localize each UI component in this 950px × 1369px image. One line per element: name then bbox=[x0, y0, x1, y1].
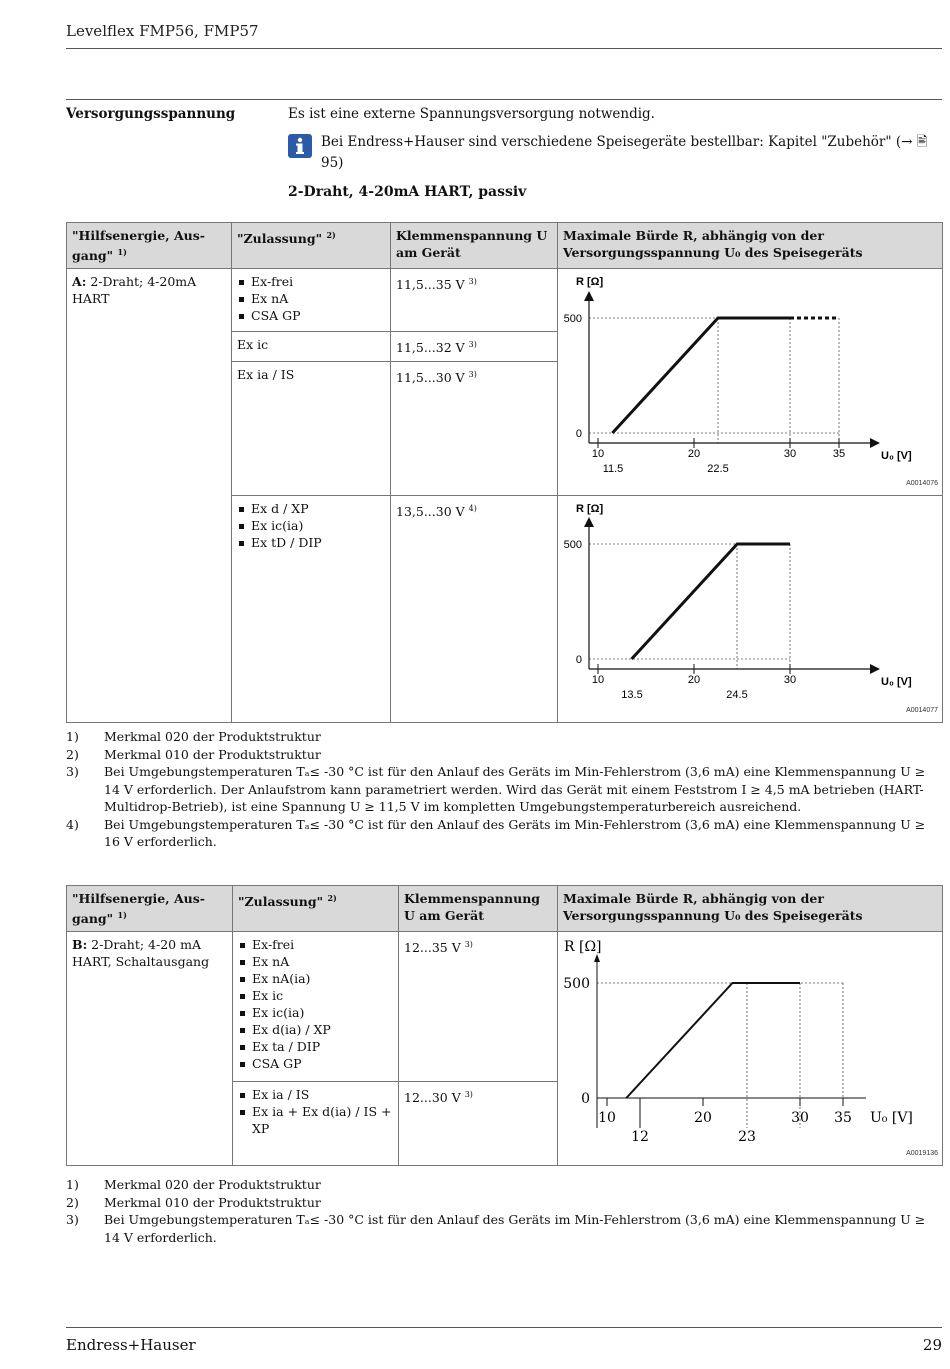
section-rule bbox=[66, 99, 942, 100]
document-title: Levelflex FMP56, FMP57 bbox=[66, 22, 259, 40]
approval-item: Ex-frei bbox=[237, 273, 385, 290]
voltage-cell: 12...30 V $^{3)}$ bbox=[399, 1082, 558, 1166]
x-tick-label: 11.5 bbox=[602, 463, 624, 476]
header-rule bbox=[66, 48, 942, 49]
section-text: Es ist eine externe Spannungsversorgung notwendig. bbox=[288, 106, 655, 122]
footnote: 3) Bei Umgebungstemperaturen Tₐ≤ -30 °C ist für den Anlauf des Geräts im Min-Fehlerstrom (3,6 mA) eine Klemmenspannung U ≥ 14 V erforderlich. bbox=[66, 1212, 926, 1245]
load-chart-3 bbox=[558, 932, 943, 1166]
header-terminal-voltage: Klemmenspannung U am Gerät bbox=[391, 223, 558, 269]
section-label: Versorgungsspannung bbox=[66, 106, 236, 122]
approval-item: Ex ic(ia) bbox=[238, 1004, 393, 1021]
approval-item: CSA GP bbox=[237, 307, 385, 324]
approval-item: Ex ia + Ex d(ia) / IS + XP bbox=[238, 1103, 393, 1137]
y-axis-label: R [Ω] bbox=[576, 503, 604, 516]
chart1-x-arrow bbox=[870, 438, 880, 448]
chart1-grid bbox=[589, 318, 839, 443]
y-axis-label: R [Ω] bbox=[564, 939, 602, 956]
approval-cell bbox=[233, 932, 399, 1082]
supply-table-b bbox=[66, 885, 943, 1166]
chart2-x-arrow bbox=[870, 664, 880, 674]
voltage-cell: 11,5...32 V $^{3)}$ bbox=[391, 332, 558, 362]
x-tick-label: 10 bbox=[598, 1110, 616, 1127]
y-tick-label: 500 bbox=[563, 976, 590, 993]
footnote: 2) Merkmal 010 der Produktstruktur bbox=[66, 1194, 321, 1210]
load-chart-2 bbox=[558, 496, 943, 723]
voltage-cell: 11,5...35 V $^{3)}$ bbox=[391, 269, 558, 332]
load-line-series-1 bbox=[626, 983, 800, 1098]
load-line-series-1 bbox=[612, 318, 790, 433]
approval-item: Ex nA bbox=[237, 290, 385, 307]
approval-item: Ex d(ia) / XP bbox=[238, 1021, 393, 1038]
footnotes-b bbox=[66, 1176, 942, 1246]
approval-item: Ex ic bbox=[238, 987, 393, 1004]
x-tick-label: 10 bbox=[591, 448, 605, 461]
footnote: 1) Merkmal 020 der Produktstruktur bbox=[66, 729, 321, 744]
chart1-y-arrow bbox=[584, 291, 594, 301]
y-tick-label: 0 bbox=[581, 1091, 590, 1108]
chart2-y-arrow bbox=[584, 517, 594, 527]
y-tick-label: 0 bbox=[575, 428, 582, 441]
x-tick-label: 20 bbox=[694, 1110, 712, 1127]
footnote: 2) Merkmal 010 der Produktstruktur bbox=[66, 746, 321, 762]
x-axis-label: U₀ [V] bbox=[881, 450, 912, 463]
x-tick-label: 10 bbox=[591, 674, 605, 687]
x-tick-label: 12 bbox=[631, 1129, 649, 1146]
x-axis-label: U₀ [V] bbox=[881, 676, 912, 689]
footnote: 3) Bei Umgebungstemperaturen Tₐ≤ -30 °C ist für den Anlauf des Geräts im Min-Fehlerstrom (3,6 mA) eine Klemmenspannung U ≥ 14 V erforderlich. Der Anlaufstrom kann parametriert werden. Wird das Gerät mit einem Feststrom I ≥ 4,5 mA betrieben (HART-Multidrop-Betrieb), ist eine Spannung U ≥ 11,5 V im kompletten Umgebungstemperaturbereich ausreichend. bbox=[66, 764, 926, 814]
load-line-series-1 bbox=[632, 544, 790, 659]
x-axis-label: U₀ [V] bbox=[870, 1110, 913, 1127]
approval-cell bbox=[232, 269, 391, 332]
chart-id: A0014076 bbox=[906, 480, 938, 488]
subheading: 2-Draht, 4-20mA HART, passiv bbox=[288, 184, 527, 200]
x-tick-label: 30 bbox=[791, 1110, 809, 1127]
y-tick-label: 0 bbox=[575, 654, 582, 667]
x-tick-label: 30 bbox=[783, 674, 797, 687]
approval-cell bbox=[233, 1082, 399, 1166]
footnote: 4) Bei Umgebungstemperaturen Tₐ≤ -30 °C ist für den Anlauf des Geräts im Min-Fehlerstrom (3,6 mA) eine Klemmenspannung U ≥ 16 V erforderlich. bbox=[66, 816, 926, 849]
chart-id: A0014077 bbox=[906, 707, 938, 715]
x-tick-label: 22.5 bbox=[707, 463, 729, 476]
y-tick-label: 500 bbox=[563, 539, 582, 552]
header-max-load: Maximale Bürde R, abhängig von der Versorgungsspannung U₀ des Speisegeräts bbox=[558, 886, 943, 932]
x-tick-label: 20 bbox=[687, 448, 701, 461]
x-tick-label: 20 bbox=[687, 674, 701, 687]
header-output: "Hilfsenergie, Aus-gang" $^{1)}$ bbox=[67, 886, 233, 932]
approval-item: CSA GP bbox=[238, 1055, 393, 1072]
voltage-cell: 11,5...30 V $^{3)}$ bbox=[391, 361, 558, 495]
footer-brand: Endress+Hauser bbox=[66, 1336, 196, 1354]
x-tick-label: 24.5 bbox=[726, 689, 748, 702]
chart2-grid bbox=[589, 544, 790, 669]
info-text: Bei Endress+Hauser sind verschiedene Speisegeräte bestellbar: Kapitel "Zubehör" (→ 🖹 95) bbox=[321, 134, 928, 171]
chart3-y-arrow bbox=[594, 954, 600, 962]
page-number: 29 bbox=[922, 1336, 942, 1354]
header-output: "Hilfsenergie, Aus-gang" $^{1)}$ bbox=[67, 223, 232, 269]
voltage-cell: 12...35 V $^{3)}$ bbox=[399, 932, 558, 1082]
x-tick-label: 30 bbox=[783, 448, 797, 461]
header-approval: "Zulassung" $^{2)}$ bbox=[232, 223, 391, 269]
approval-item: Ex ta / DIP bbox=[238, 1038, 393, 1055]
x-tick-label: 35 bbox=[834, 1110, 852, 1127]
voltage-cell: 13,5...30 V $^{4)}$ bbox=[391, 496, 558, 723]
footer-rule bbox=[66, 1327, 942, 1328]
output-cell: B: 2-Draht; 4-20 mA HART, Schaltausgang bbox=[67, 932, 233, 1166]
approval-item: Ex nA(ia) bbox=[238, 970, 393, 987]
approval-item: Ex-frei bbox=[238, 936, 393, 953]
approval-item: Ex d / XP bbox=[237, 500, 385, 517]
header-max-load: Maximale Bürde R, abhängig von der Versorgungsspannung U₀ des Speisegeräts bbox=[558, 223, 943, 269]
x-tick-label: 23 bbox=[738, 1129, 756, 1146]
header-approval: "Zulassung" $^{2)}$ bbox=[233, 886, 399, 932]
y-axis-label: R [Ω] bbox=[576, 276, 604, 289]
approval-item: Ex nA bbox=[238, 953, 393, 970]
approval-item: Ex ic(ia) bbox=[237, 517, 385, 534]
y-tick-label: 500 bbox=[563, 313, 582, 326]
x-tick-label: 13.5 bbox=[621, 689, 643, 702]
header-terminal-voltage: Klemmenspannung U am Gerät bbox=[399, 886, 558, 932]
approval-cell: Ex ia / IS bbox=[232, 361, 391, 495]
approval-cell bbox=[232, 496, 391, 723]
approval-cell: Ex ic bbox=[232, 332, 391, 362]
approval-item: Ex tD / DIP bbox=[237, 534, 385, 551]
chart-id: A0019136 bbox=[906, 1150, 938, 1158]
info-icon bbox=[288, 134, 312, 158]
supply-table-a bbox=[66, 222, 943, 723]
footnote: 1) Merkmal 020 der Produktstruktur bbox=[66, 1177, 321, 1192]
chart3-grid bbox=[597, 983, 843, 1128]
approval-item: Ex ia / IS bbox=[238, 1086, 393, 1103]
output-cell: A: 2-Draht; 4-20mA HART bbox=[67, 269, 232, 723]
footnotes-a bbox=[66, 728, 942, 851]
x-tick-label: 35 bbox=[832, 448, 846, 461]
load-chart-1 bbox=[558, 269, 943, 496]
